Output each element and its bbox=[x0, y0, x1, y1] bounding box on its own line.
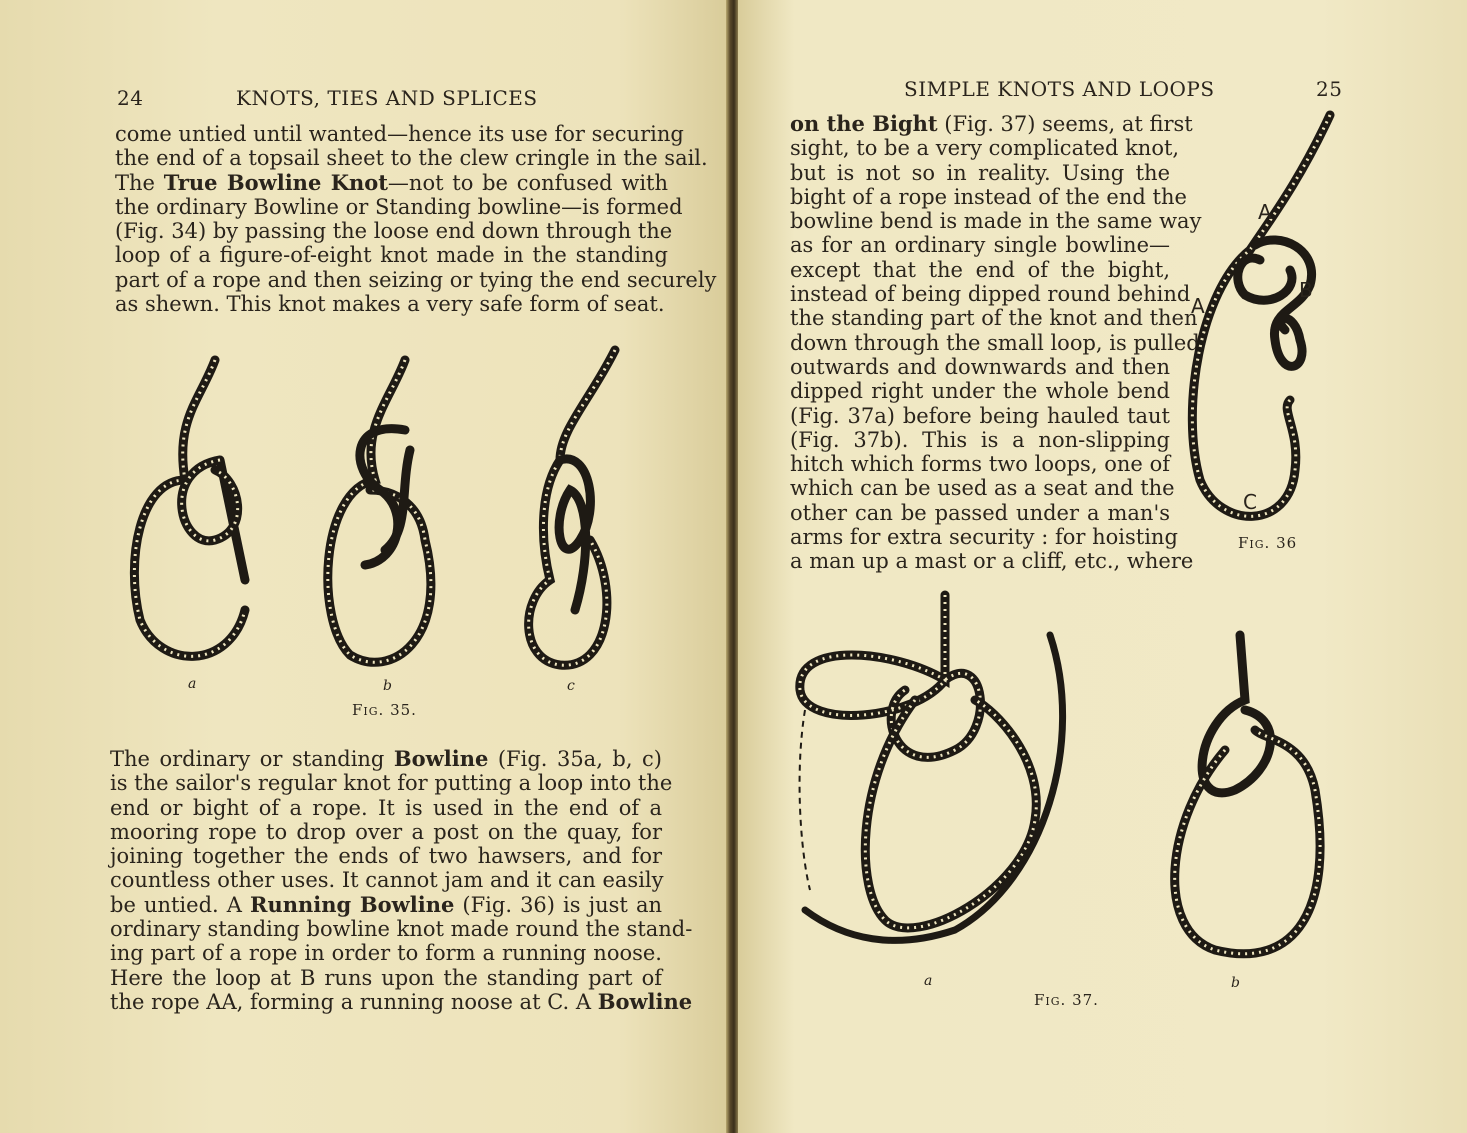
bold-term: True Bowline Knot bbox=[163, 169, 388, 195]
fig36-letter-a-top: A bbox=[1258, 200, 1272, 224]
text-line bbox=[110, 988, 693, 1014]
text-line bbox=[790, 184, 1187, 209]
figure-37-illustration bbox=[795, 590, 1355, 970]
text-segment: but is not so in reality. Using the bbox=[790, 160, 1170, 185]
text-line bbox=[110, 917, 693, 942]
text-segment: (Fig. 34) by passing the loose end down through the bbox=[115, 219, 673, 244]
knot-37b bbox=[1175, 635, 1320, 954]
text-segment: the standing part of the knot and then bbox=[790, 306, 1198, 331]
text-line bbox=[110, 747, 662, 771]
text-segment: the rope AA, forming a running noose at C. A bbox=[110, 989, 598, 1014]
text-segment: bowline bend is made in the same way bbox=[790, 209, 1202, 234]
text-segment: (Fig. 37b). This is a non-slipping bbox=[790, 427, 1170, 452]
fig35-label-b: b bbox=[383, 678, 392, 694]
text-segment: part of a rope and then seizing or tying the end securely bbox=[115, 267, 717, 292]
text-line bbox=[110, 771, 673, 796]
text-line bbox=[115, 292, 668, 316]
text-line bbox=[110, 966, 662, 990]
fig35-caption: Fig. 35. bbox=[352, 701, 417, 719]
text-segment: (Fig. 37) seems, at first bbox=[937, 112, 1193, 136]
text-segment: come untied until wanted—hence its use for securing bbox=[115, 122, 684, 146]
text-line bbox=[790, 282, 1191, 307]
text-line bbox=[115, 171, 668, 195]
text-line bbox=[790, 476, 1175, 501]
knot-35a bbox=[134, 360, 245, 656]
text-line bbox=[115, 194, 683, 219]
fig35-label-a: a bbox=[188, 676, 197, 692]
fig36-letter-b: B bbox=[1299, 278, 1313, 302]
text-line bbox=[115, 243, 668, 267]
text-line bbox=[790, 404, 1170, 428]
fig37-caption: Fig. 37. bbox=[1034, 991, 1099, 1009]
text-line bbox=[790, 233, 1170, 257]
running-head-left: KNOTS, TIES AND SPLICES bbox=[236, 86, 538, 110]
text-line bbox=[790, 379, 1170, 403]
fig36-letter-c: C bbox=[1243, 490, 1257, 514]
page-number-right: 25 bbox=[1316, 77, 1343, 101]
text-line bbox=[110, 868, 662, 892]
text-segment: —not to be confused with bbox=[387, 170, 668, 195]
running-head-right: SIMPLE KNOTS AND LOOPS bbox=[904, 77, 1215, 101]
text-line bbox=[790, 428, 1170, 452]
page-number-left: 24 bbox=[117, 86, 144, 110]
fig37-label-a: a bbox=[924, 973, 933, 989]
right-paragraphs bbox=[790, 111, 1202, 574]
text-line bbox=[790, 111, 1193, 136]
text-segment: The ordinary or standing bbox=[110, 747, 394, 771]
text-segment: instead of being dipped round behind bbox=[790, 282, 1191, 307]
text-segment: end or bight of a rope. It is used in the end of a bbox=[110, 795, 662, 820]
text-segment: The bbox=[115, 170, 164, 195]
text-segment: down through the small loop, is pulled bbox=[790, 330, 1200, 355]
text-segment: hitch which forms two loops, one of bbox=[790, 452, 1170, 477]
text-segment: bight of a rope instead of the end the bbox=[790, 184, 1187, 209]
text-segment: the ordinary Bowline or Standing bowline—is formed bbox=[115, 194, 683, 219]
text-line bbox=[115, 267, 717, 292]
text-line bbox=[790, 161, 1170, 185]
text-segment: dipped right under the whole bend bbox=[790, 379, 1170, 404]
text-line bbox=[110, 941, 662, 965]
text-line bbox=[790, 136, 1180, 161]
fig36-caption: Fig. 36 bbox=[1238, 534, 1298, 552]
text-segment: outwards and downwards and then bbox=[790, 354, 1170, 379]
text-line bbox=[110, 893, 662, 917]
knot-35c bbox=[529, 350, 615, 665]
bold-term: on the Bight bbox=[790, 111, 938, 136]
text-line bbox=[110, 844, 662, 868]
text-segment: (Fig. 35a, b, c) bbox=[488, 747, 662, 771]
text-segment: be untied. A bbox=[110, 892, 251, 917]
text-segment: countless other uses. It cannot jam and it can easily bbox=[110, 868, 664, 893]
text-segment: sight, to be a very complicated knot, bbox=[790, 136, 1180, 161]
book-gutter bbox=[726, 0, 738, 1133]
text-line bbox=[790, 355, 1170, 379]
text-segment: (Fig. 36) is just an bbox=[454, 892, 662, 917]
text-line bbox=[790, 330, 1200, 355]
text-segment: (Fig. 37a) before being hauled taut bbox=[790, 403, 1170, 428]
text-segment: arms for extra security : for hoisting bbox=[790, 525, 1178, 550]
text-segment: is the sailor's regular knot for putting a loop into the bbox=[110, 771, 673, 796]
left-bottom-paragraphs bbox=[110, 746, 693, 1014]
figure-35-illustration bbox=[120, 340, 660, 680]
figure-36-illustration bbox=[1180, 110, 1340, 530]
text-line bbox=[790, 525, 1178, 550]
text-segment: other can be passed under a man's bbox=[790, 500, 1170, 525]
text-segment: loop of a figure-of-eight knot made in the standing bbox=[115, 243, 668, 268]
text-line bbox=[110, 796, 662, 820]
fig36-letter-a-left: A bbox=[1191, 294, 1205, 318]
bold-term: Bowline bbox=[393, 746, 489, 771]
bold-term: Bowline bbox=[597, 988, 693, 1014]
text-segment: as for an ordinary single bowline— bbox=[790, 233, 1170, 258]
text-segment: the end of a topsail sheet to the clew cringle in the sail. bbox=[115, 146, 708, 171]
text-segment: mooring rope to drop over a post on the quay, for bbox=[110, 819, 662, 844]
bold-term: Running Bowline bbox=[250, 891, 455, 917]
text-line bbox=[115, 122, 684, 146]
text-line bbox=[790, 306, 1198, 331]
text-segment: ing part of a rope in order to form a running noose. bbox=[110, 941, 662, 966]
fig35-label-c: c bbox=[567, 678, 575, 694]
text-line bbox=[790, 258, 1170, 282]
text-segment: Here the loop at B runs upon the standing part of bbox=[110, 965, 662, 990]
text-segment: joining together the ends of two hawsers, and for bbox=[110, 844, 662, 869]
text-line bbox=[115, 219, 673, 244]
text-line bbox=[790, 549, 1194, 574]
knot-37a bbox=[800, 595, 1063, 940]
left-top-paragraphs bbox=[115, 122, 717, 317]
text-line bbox=[790, 452, 1170, 476]
fig37-label-b: b bbox=[1231, 975, 1240, 991]
text-segment: as shewn. This knot makes a very safe form of seat. bbox=[115, 292, 665, 317]
text-line bbox=[110, 820, 662, 844]
text-segment: except that the end of the bight, bbox=[790, 257, 1170, 282]
text-line bbox=[790, 209, 1202, 234]
text-line bbox=[790, 501, 1170, 525]
text-line bbox=[115, 146, 708, 171]
knot-35b bbox=[328, 360, 431, 662]
text-segment: which can be used as a seat and the bbox=[790, 476, 1175, 501]
text-segment: a man up a mast or a cliff, etc., where bbox=[790, 549, 1194, 574]
text-segment: ordinary standing bowline knot made round the stand- bbox=[110, 917, 693, 942]
